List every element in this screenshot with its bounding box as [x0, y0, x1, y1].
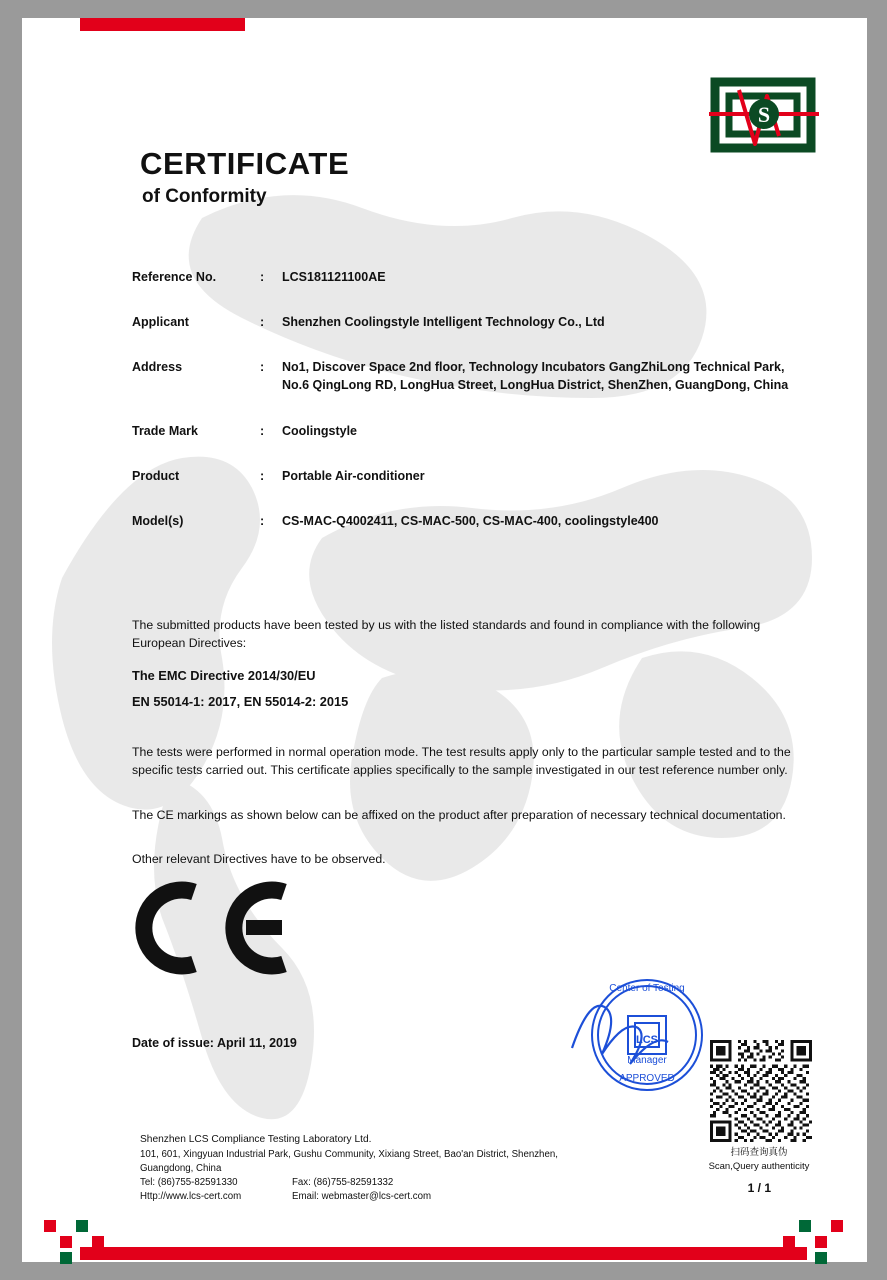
ce-note-paragraph: The CE markings as shown below can be affixed on the product after preparation of necessary technical documentation.	[132, 808, 786, 822]
field-label: Applicant	[132, 315, 189, 330]
stamp-top-text: Center of Testing	[609, 983, 685, 994]
field-colon: :	[260, 513, 265, 528]
field-colon: :	[260, 423, 265, 438]
certificate-subtitle: of Conformity	[142, 186, 267, 207]
top-red-bar	[80, 18, 245, 31]
svg-text:LCS: LCS	[636, 1034, 658, 1046]
footer-address-1: 101, 601, Xingyuan Industrial Park, Gushu Community, Xixiang Street, Bao'an District, Shenzhen,	[140, 1148, 558, 1160]
page-number: 1 / 1	[747, 1181, 771, 1195]
approval-stamp	[562, 973, 722, 1103]
other-directives-paragraph: Other relevant Directives have to be observed.	[132, 852, 386, 866]
issue-date: Date of issue: April 11, 2019	[132, 1036, 297, 1050]
field-colon: :	[260, 360, 265, 375]
field-row	[132, 358, 792, 394]
field-colon: :	[260, 315, 265, 330]
decor-square	[60, 1236, 72, 1248]
footer-block	[140, 1133, 558, 1204]
field-label: Model(s)	[132, 513, 184, 528]
footer-tel: Tel: (86)755-82591330	[140, 1176, 238, 1188]
field-value: CS-MAC-Q4002411, CS-MAC-500, CS-MAC-400, coolingstyle400	[282, 513, 659, 528]
svg-text:S: S	[757, 102, 771, 127]
field-label: Product	[132, 468, 180, 483]
field-label: Trade Mark	[132, 423, 199, 438]
tests-note-paragraph: The tests were performed in normal operation mode. The test results apply only to the particular sample tested and to the specific tests carried out. This certificate applies specifically to the sample investigated in our test reference number only.	[132, 745, 791, 778]
footer-fax: Fax: (86)755-82591332	[292, 1176, 394, 1188]
decor-square	[92, 1236, 104, 1248]
field-row	[132, 268, 792, 286]
field-row	[132, 422, 792, 440]
field-value: LCS181121100AE	[282, 270, 386, 284]
svg-text:Manager: Manager	[627, 1055, 667, 1066]
decor-square	[76, 1220, 88, 1232]
field-label: Reference No.	[132, 270, 217, 284]
decor-square	[783, 1236, 795, 1248]
directive-line: The EMC Directive 2014/30/EU	[132, 668, 316, 683]
ce-marking-icon	[132, 878, 292, 978]
qr-code	[710, 1040, 812, 1142]
field-row	[132, 313, 792, 331]
svg-text:APPROVED: APPROVED	[619, 1073, 675, 1084]
field-value: Coolingstyle	[282, 423, 358, 438]
decor-square	[44, 1220, 56, 1232]
field-colon: :	[260, 270, 265, 284]
certificate-title: CERTIFICATE	[140, 146, 350, 181]
field-colon: :	[260, 468, 265, 483]
page-title	[140, 146, 349, 208]
decor-square	[815, 1236, 827, 1248]
footer-contact-row-1	[140, 1176, 558, 1190]
intro-paragraph: The submitted products have been tested by us with the listed standards and found in compliance with the following European Directives:	[132, 618, 761, 651]
decor-square	[815, 1252, 827, 1264]
field-row	[132, 467, 792, 485]
certificate-sheet	[22, 18, 867, 1262]
field-label: Address	[132, 360, 183, 375]
footer-website[interactable]: Http://www.lcs-cert.com	[140, 1190, 242, 1202]
footer-contact-row-2	[140, 1190, 558, 1204]
certificate-fields	[132, 268, 792, 557]
qr-caption-cn: 扫码查询真伪	[730, 1147, 788, 1158]
footer-lab-name: Shenzhen LCS Compliance Testing Laboratory Ltd.	[140, 1134, 372, 1145]
field-value: Portable Air-conditioner	[282, 468, 425, 483]
standards-line: EN 55014-1: 2017, EN 55014-2: 2015	[132, 694, 349, 709]
qr-caption-en: Scan,Query authenticity	[708, 1161, 810, 1173]
decor-square	[60, 1252, 72, 1264]
bottom-red-bar	[80, 1247, 807, 1260]
footer-address-2: Guangdong, China	[140, 1162, 222, 1174]
field-value: Shenzhen Coolingstyle Intelligent Technology Co., Ltd	[282, 315, 605, 330]
footer-email[interactable]: Email: webmaster@lcs-cert.com	[292, 1190, 432, 1202]
field-value: No1, Discover Space 2nd floor, Technology Incubators GangZhiLong Technical Park, No.6 QingLong RD, LongHua Street, LongHua District, ShenZhen, GuangDong, China	[282, 360, 789, 393]
decor-square	[799, 1220, 811, 1232]
field-row	[132, 512, 792, 530]
lcs-logo	[709, 76, 819, 156]
decor-square	[831, 1220, 843, 1232]
qr-caption	[679, 1146, 839, 1175]
